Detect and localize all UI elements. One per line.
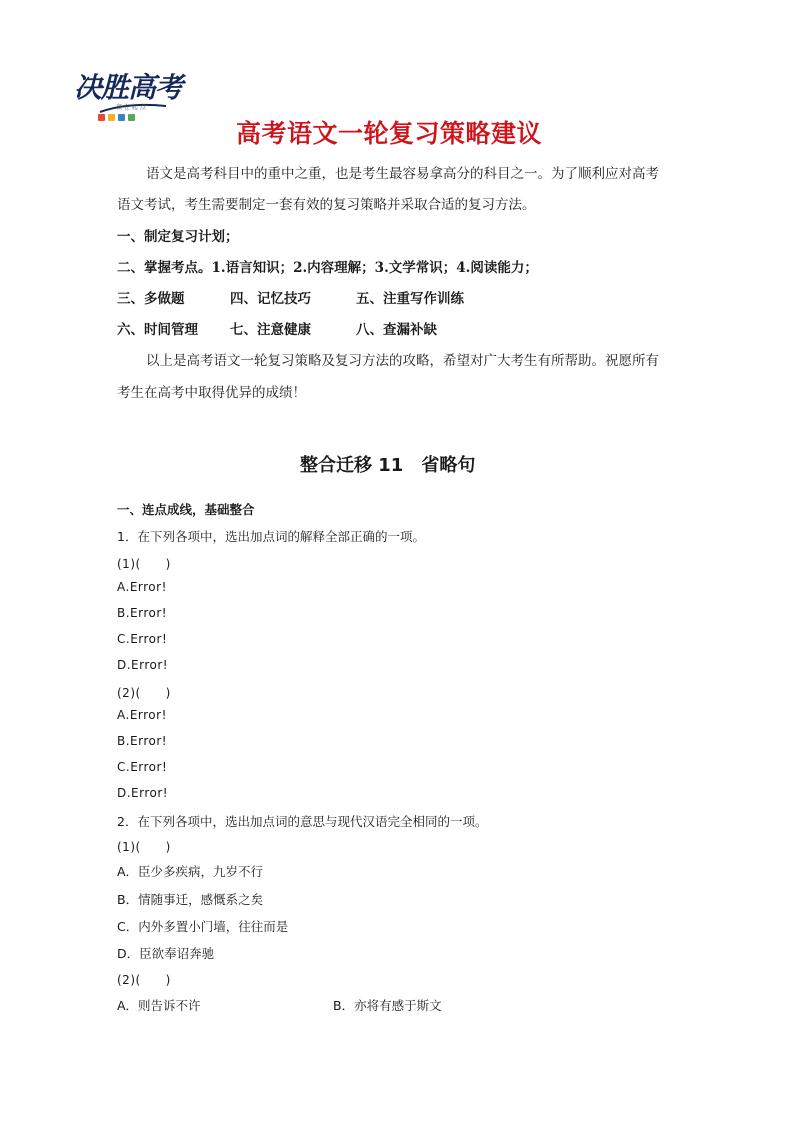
option-a: A．则告诉不许 (117, 998, 201, 1013)
logo-decoration (98, 114, 135, 121)
option-c: C.Error! (117, 632, 168, 646)
brand-logo (74, 66, 194, 132)
question-1-part-2: (2)( ) (117, 686, 171, 700)
question-2-part-2: (2)( ) (117, 973, 171, 987)
option-d: D.Error! (117, 786, 169, 800)
intro-item-2: 二、掌握考点。1.语言知识；2.内容理解；3.文学常识；4.阅读能力； (117, 260, 538, 276)
intro-item-8: 八、查漏补缺 (356, 322, 437, 338)
option-a: A．臣少多疾病，九岁不行 (117, 864, 264, 879)
option-d: D．臣欲奉诏奔驰 (117, 946, 215, 961)
question-1-part-1: (1)( ) (117, 557, 171, 571)
option-b: B．亦将有感于斯文 (333, 998, 442, 1013)
intro-para2-line1: 以上是高考语文一轮复习策略及复习方法的攻略，希望对广大考生有所帮助。祝愿所有 (146, 353, 659, 369)
page-title: 高考语文一轮复习策略建议 (236, 119, 543, 148)
intro-item-6: 六、时间管理 (117, 322, 198, 338)
intro-item-4: 四、记忆技巧 (230, 291, 311, 307)
intro-item-1: 一、制定复习计划； (117, 229, 239, 245)
intro-item-3: 三、多做题 (117, 291, 185, 307)
option-c: C.Error! (117, 760, 168, 774)
option-b: B.Error! (117, 734, 168, 748)
logo-text: 决胜高考 (74, 71, 183, 104)
section-title: 整合迁移 11 省略句 (300, 455, 476, 476)
option-b: B.Error! (117, 606, 168, 620)
question-2-part-1: (1)( ) (117, 840, 171, 854)
option-b: B．情随事迁，感慨系之矣 (117, 892, 264, 907)
option-a: A.Error! (117, 580, 167, 594)
option-d: D.Error! (117, 658, 169, 672)
intro-item-7: 七、注意健康 (230, 322, 311, 338)
intro-para1-line1: 语文是高考科目中的重中之重，也是考生最容易拿高分的科目之一。为了顺利应对高考 (146, 166, 659, 182)
option-a: A.Error! (117, 708, 167, 722)
option-c: C．内外多置小门墙，往往而是 (117, 919, 289, 934)
section-subtitle: 一、连点成线，基础整合 (117, 502, 255, 517)
question-2: 2．在下列各项中，选出加点词的意思与现代汉语完全相同的一项。 (117, 814, 488, 829)
logo-subtext: 赢 在 起 点 (116, 104, 146, 111)
intro-item-5: 五、注重写作训练 (356, 291, 464, 307)
intro-para2-line2: 考生在高考中取得优异的成绩！ (117, 385, 306, 401)
intro-para1-line2: 语文考试，考生需要制定一套有效的复习策略并采取合适的复习方法。 (117, 197, 536, 213)
question-1: 1．在下列各项中，选出加点词的解释全部正确的一项。 (117, 529, 425, 544)
